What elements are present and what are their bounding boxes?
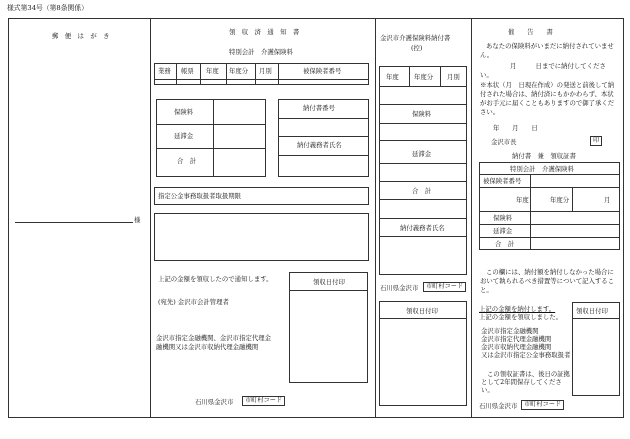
city-label-panel2: 石川県金沢市	[195, 398, 234, 406]
panel3-col-line	[440, 66, 441, 86]
header-col-line	[200, 63, 201, 85]
header-nendo: 年度	[206, 67, 219, 75]
payer-name-label: 納付義務者氏名	[297, 141, 342, 149]
panel3-row-line	[379, 236, 467, 237]
amount-row-line	[156, 148, 266, 149]
amount-row-line	[156, 124, 266, 125]
panel2-subtitle: 特別会計 介護保険料	[229, 48, 293, 56]
form-id: 様式第34号（第8条関係）	[7, 4, 88, 12]
panel4-year-part: 年度分	[550, 196, 570, 204]
panel4-col-line	[530, 211, 531, 250]
panel4-row-total: 合 計	[495, 240, 515, 248]
panel4-row-line	[479, 211, 620, 212]
stamp-header-line	[572, 318, 620, 319]
stamp-box-panel4	[572, 302, 620, 396]
panel4-row-premium: 保険料	[493, 214, 513, 222]
panel4-row-line	[479, 187, 620, 188]
notice-row-line	[278, 136, 369, 137]
code-box-panel4: 市町村コード	[521, 400, 564, 410]
receipt-text: 上記の金額を領収したので通知します。	[158, 275, 273, 283]
keep-note: この領収証書は、後日の証拠として2年間保存してください。	[481, 370, 571, 394]
panel4-text2: 月 日までに納付してください。	[480, 62, 606, 79]
panel3-col-line	[409, 66, 410, 86]
agency-label: 指定公金事務取扱者取扱期限	[158, 192, 242, 200]
amount-col-line	[213, 99, 214, 177]
stamp-label-panel3: 領収日付印	[406, 307, 438, 315]
city-label-panel3: 石川県金沢市	[380, 284, 419, 292]
code-box-panel3: 市町村コード	[423, 282, 466, 292]
panel4-insured-number: 被保険者番号	[483, 177, 522, 185]
row-total: 合 計	[177, 157, 197, 165]
panel4-row-line	[479, 237, 620, 238]
header-col-line	[176, 63, 177, 85]
header-chohyo: 帳票	[181, 67, 194, 75]
panel3-header-nendo: 年度	[386, 73, 399, 81]
notice-row-line	[278, 155, 369, 156]
header-insured-number: 被保険者番号	[303, 67, 342, 75]
panel3-row-line	[379, 199, 467, 200]
row-late-fee: 延滞金	[174, 132, 194, 140]
panel4-text1: あなたの保険料がいまだに納付されていません。	[480, 42, 614, 59]
postcard-label: 郵 便 は が き	[52, 32, 110, 40]
notice-row-line	[278, 118, 369, 119]
header-col-line	[226, 63, 227, 85]
panel3-row-total: 合 計	[412, 187, 432, 195]
panel4-year: 年度	[516, 196, 529, 204]
panel3-row-late-fee: 延滞金	[412, 150, 432, 158]
panel4-subtitle: 特別会計 介護保険料	[510, 165, 574, 173]
panel4-row-line	[479, 174, 620, 175]
honorific-sama: 様	[134, 216, 141, 224]
panel3-row-line	[379, 86, 467, 87]
panel3-table	[379, 66, 467, 275]
city-label-panel4: 石川県金沢市	[479, 402, 518, 410]
header-col-line	[278, 63, 279, 85]
panel3-row-line	[379, 218, 467, 219]
receipt-received-text: 上記の金額を領収しました。	[479, 313, 563, 321]
panel4-date: 年 月 日	[493, 124, 538, 132]
doc-title: 納付書 兼 領収証書	[512, 152, 576, 160]
panel3-title-sub: (控)	[411, 44, 423, 52]
header-row-line	[154, 79, 369, 80]
stamp-header-line	[379, 318, 467, 319]
addressee: (宛先) 金沢市会計管理者	[158, 298, 229, 306]
bank-1: 金沢市指定金融機関	[481, 327, 539, 335]
bank-2: 金沢市指定代理金融機関	[481, 335, 552, 343]
panel4-note: この欄には、納付額を納付しなかった場合において執られるべき措置等について記入すること。	[480, 268, 615, 294]
row-premium: 保険料	[174, 108, 194, 116]
panel-divider-2	[375, 18, 376, 418]
panel-divider-3	[471, 18, 472, 418]
amount-table	[156, 99, 266, 177]
stamp-label-panel4: 領収日付印	[576, 307, 608, 315]
stamp-box-panel2	[289, 272, 368, 383]
header-col-line	[255, 63, 256, 85]
receipt-pay-text: 上記の金額を納付します。	[479, 305, 556, 313]
panel4-title: 催 告 書	[508, 28, 553, 36]
mayor-label: 金沢市長	[491, 138, 517, 146]
panel4-month: 月	[604, 196, 611, 204]
panel4-col-line	[530, 174, 531, 187]
panel3-row-line	[379, 104, 467, 105]
panel-divider-1	[150, 18, 151, 418]
panel3-row-line	[379, 123, 467, 124]
bank-list: 金沢市指定金融機関、金沢市指定代理金融機関又は金沢市収納代理金融機関	[156, 334, 272, 351]
panel3-payer-name: 納付義務者氏名	[400, 224, 445, 232]
stamp-header-line	[289, 290, 368, 291]
header-tsukibetsu: 月別	[259, 67, 272, 75]
bank-4: 又は金沢市指定公金事務取扱者	[481, 351, 571, 359]
panel4-text3: ※本状（月 日現在作成）の発送と前後して納付された場合は、納付済にもかかわらず、本状がお手元に届くこともありますので御了承ください。	[480, 81, 615, 116]
code-box-panel2: 市町村コード	[242, 396, 285, 406]
stamp-box-panel3	[379, 301, 467, 406]
panel4-col-line	[572, 187, 573, 211]
notice-number-label: 納付書番号	[303, 104, 335, 112]
panel3-header-nendobun: 年度分	[414, 73, 434, 81]
stamp-label-panel2: 領収日付印	[313, 278, 345, 286]
panel2-title: 領 収 済 通 知 書	[229, 28, 300, 36]
panel3-title: 金沢市介護保険料納付書	[380, 34, 451, 42]
address-line	[15, 222, 133, 223]
panel3-row-premium: 保険料	[412, 110, 432, 118]
bank-3: 金沢市収納代理金融機関	[481, 343, 552, 351]
panel3-row-line	[379, 140, 467, 141]
panel4-row-line	[479, 224, 620, 225]
panel3-row-line	[379, 163, 467, 164]
panel3-row-line	[379, 181, 467, 182]
panel4-row-late-fee: 延滞金	[493, 227, 513, 235]
panel3-header-tsukibetsu: 月別	[447, 73, 460, 81]
blank-box	[154, 213, 369, 261]
seal-mark: 印	[590, 136, 602, 146]
header-nendobun: 年度分	[229, 67, 249, 75]
header-gyomu: 業務	[158, 67, 171, 75]
panel4-col-line	[530, 187, 531, 211]
